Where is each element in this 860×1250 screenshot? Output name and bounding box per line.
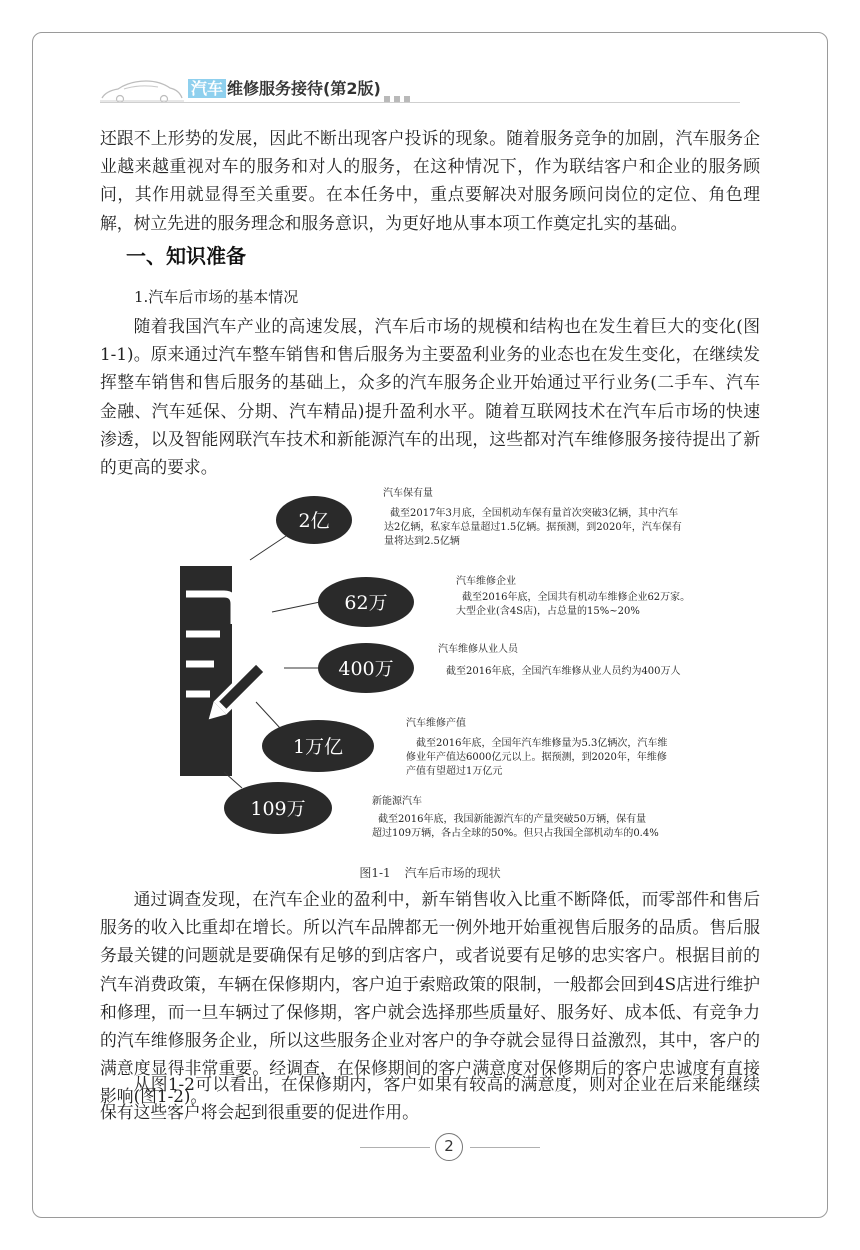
bubble-repair-output-value: 1万亿 — [292, 736, 344, 758]
paragraph-2: 通过调查发现，在汽车企业的盈利中，新车销售收入比重不断降低，而零部件和售后服务的收入比重却在增长。所以汽车品牌都无一例外地开始重视售后服务的品质。售后服务最关键的问题就是要确保有足够的到店客户，或者说要有足够的忠实客户。根据目前的汽车消费政策，车辆在保修期内，客户迫于索赔政策的限制，一般都会回到4S店进行维护和修理，而一旦车辆过了保修期，客户就会选择那些质量好、服务好、成本低、有竞争力的汽车维修服务企业，所以这些服务企业对客户的争夺就会显得日益激烈，其中，客户的满意度显得非常重要。经调查，在保修期间的客户满意度对保修期后的客户忠诚度有直接影响(图1-2)。 — [100, 889, 760, 1107]
item-line: 量将达到2.5亿辆 — [384, 536, 460, 547]
book-title-rest: 维修服务接待(第2版) — [227, 79, 381, 98]
document-pencil-icon — [180, 566, 269, 776]
page-footer — [0, 1133, 860, 1163]
item-title-repair-workers: 汽车维修从业人员 — [438, 644, 518, 655]
item-line: 修业年产值达6000亿元以上。据预测，到2020年，年维修 — [406, 752, 667, 763]
running-header — [100, 76, 740, 106]
page-number: 2 — [435, 1133, 463, 1161]
car-outline-icon — [100, 78, 184, 102]
paragraph-1: 随着我国汽车产业的高速发展，汽车后市场的规模和结构也在发生着巨大的变化(图1-1)。原来通过汽车整车销售和售后服务为主要盈利业务的业态也在发生变化，在继续发挥整车销售和售后服务的基础上，众多的汽车服务企业开始通过平行业务(二手车、汽车金融、汽车延保、分期、汽车精品)提升盈利水平。随着互联网技术在汽车后市场的快速渗透，以及智能网联汽车技术和新能源汽车的出现，这些都对汽车维修服务接待提出了新的更高的要求。 — [100, 316, 760, 478]
header-dots — [384, 87, 414, 106]
bubble-repair-workers-value: 400万 — [338, 658, 394, 680]
item-line: 截至2016年底，全国年汽车维修量为5.3亿辆次，汽车维 — [416, 738, 668, 749]
paragraph-3: 从图1-2可以看出，在保修期内，客户如果有较高的满意度，则对企业在后来能继续保有这些客户将会起到很重要的促进作用。 — [100, 1074, 760, 1123]
subheading: 1.汽车后市场的基本情况 — [134, 288, 299, 306]
figure-caption — [0, 864, 860, 881]
item-title-repair-output: 汽车维修产值 — [406, 718, 466, 729]
figure-1-1 — [180, 476, 740, 856]
item-line: 截至2016年底，全国汽车维修从业人员约为400万人 — [446, 666, 681, 677]
section-heading: 一、知识准备 — [126, 244, 246, 268]
figure-caption-text: 汽车后市场的现状 — [404, 866, 501, 880]
item-line: 达2亿辆，私家车总量超过1.5亿辆。据预测，到2020年，汽车保有 — [384, 522, 682, 533]
item-line: 超过109万辆，各占全球的50%。但只占我国全部机动车的0.4% — [372, 828, 659, 839]
book-title — [188, 79, 381, 99]
item-line: 大型企业(含4S店)，占总量的15%~20% — [456, 606, 640, 617]
item-line: 产值有望超过1万亿元 — [406, 766, 503, 777]
item-line: 截至2016年底，全国共有机动车维修企业62万家。 — [462, 592, 691, 603]
book-title-highlight: 汽车 — [188, 79, 226, 98]
figure-caption-number: 图1-1 — [359, 866, 391, 880]
item-line: 截至2017年3月底，全国机动车保有量首次突破3亿辆，其中汽车 — [390, 508, 679, 519]
footer-rule-left — [360, 1147, 430, 1148]
footer-rule-right — [470, 1147, 540, 1148]
item-title-new-energy: 新能源汽车 — [372, 796, 422, 807]
item-title-repair-enterprises: 汽车维修企业 — [456, 576, 516, 587]
bubble-car-ownership-value: 2亿 — [298, 510, 330, 532]
header-rule — [100, 102, 740, 103]
item-title-car-ownership: 汽车保有量 — [383, 488, 433, 499]
bubble-repair-enterprises-value: 62万 — [344, 592, 388, 614]
intro-paragraph: 还跟不上形势的发展，因此不断出现客户投诉的现象。随着服务竞争的加剧，汽车服务企业越来越重视对车的服务和对人的服务，在这种情况下，作为联结客户和企业的服务顾问，其作用就显得至关重要。在本任务中，重点要解决对服务顾问岗位的定位、角色理解，树立先进的服务理念和服务意识，为更好地从事本项工作奠定扎实的基础。 — [100, 128, 760, 233]
bubble-new-energy-value: 109万 — [250, 798, 306, 820]
item-line: 截至2016年底，我国新能源汽车的产量突破50万辆，保有量 — [378, 814, 647, 825]
